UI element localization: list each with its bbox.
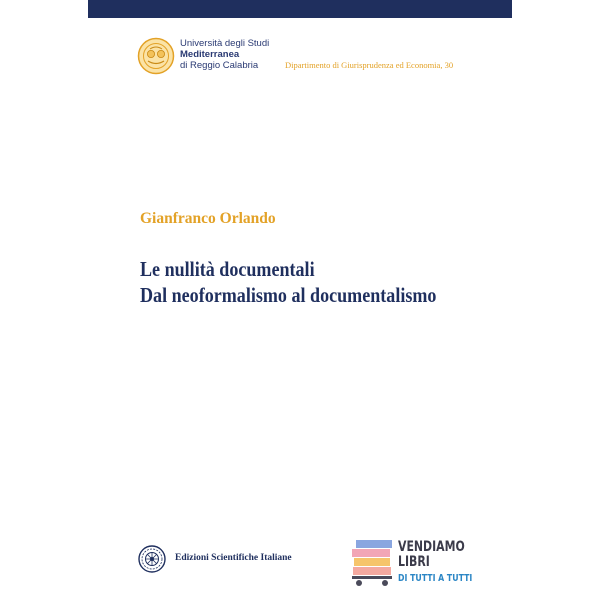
cover-top-band — [88, 0, 512, 18]
author-name: Gianfranco Orlando — [140, 210, 276, 227]
publisher-seal-icon — [138, 545, 166, 573]
publisher-name: Edizioni Scientifiche Italiane — [175, 553, 292, 563]
badge-line1: VENDIAMO — [398, 539, 465, 555]
university-name-line2: Mediterranea — [180, 49, 240, 60]
book-title-line2: Dal neoformalismo al documentalismo — [140, 283, 437, 307]
series-label: Dipartimento di Giurisprudenza ed Economia, 30 — [285, 60, 454, 70]
university-name-line3: di Reggio Calabria — [180, 60, 259, 71]
university-name — [180, 38, 269, 71]
badge-line3: DI TUTTI A TUTTI — [398, 573, 473, 584]
university-name-line1: Università degli Studi — [180, 38, 270, 49]
book-title-line1: Le nullità documentali — [140, 257, 315, 281]
book-stack-cart-icon — [350, 538, 396, 588]
badge-line2: LIBRI — [398, 554, 430, 570]
vendiamo-libri-badge — [398, 540, 472, 586]
university-seal-icon — [137, 37, 175, 75]
book-cover — [88, 0, 512, 600]
book-title — [140, 256, 436, 308]
